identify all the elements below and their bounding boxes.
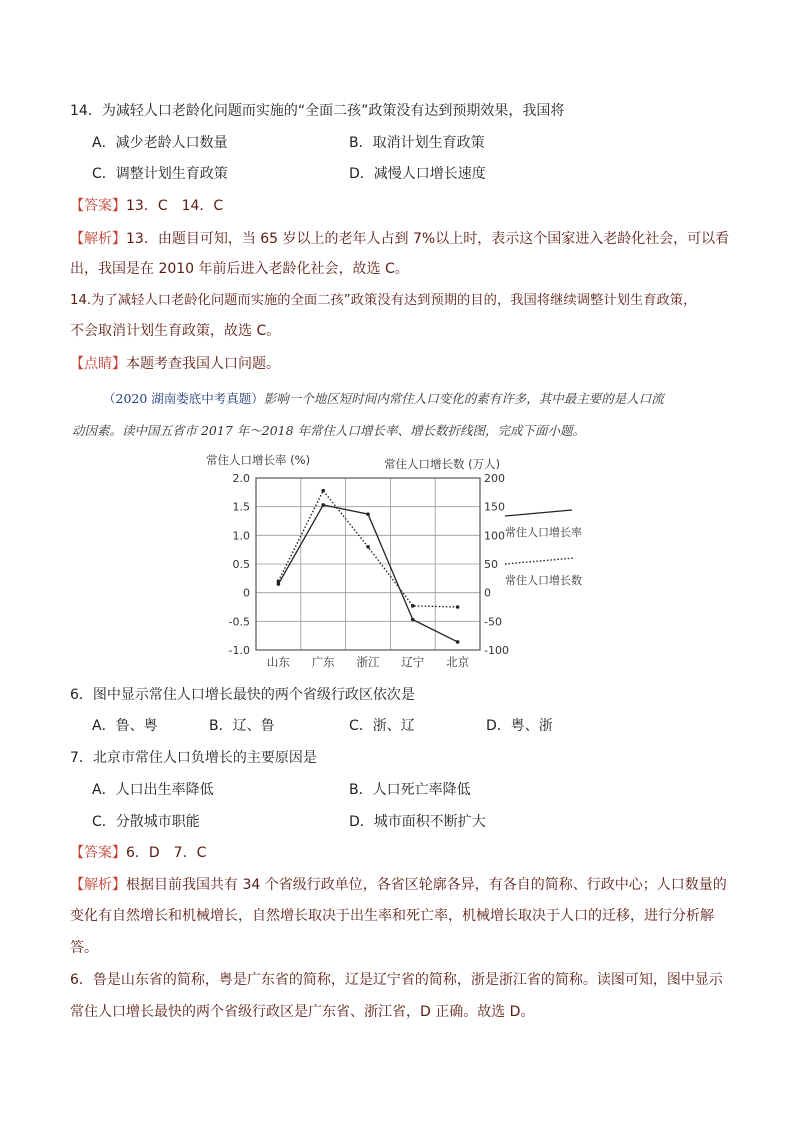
chart-left-tick-label: -0.5 bbox=[228, 615, 250, 629]
chart-right-tick-label: 0 bbox=[484, 586, 491, 600]
chart-left-tick-label: -1.0 bbox=[228, 644, 250, 657]
intro-line-2: 动因素。读中国五省市 2017 年～2018 年常住人口增长率、增长数折线图，完成下面小题。 bbox=[72, 423, 586, 438]
q6-option-b: B．辽、鲁 bbox=[209, 718, 275, 734]
chart-data-point bbox=[321, 489, 325, 493]
chart-left-tick-label: 1.5 bbox=[232, 500, 250, 514]
intro-line-1 bbox=[103, 389, 664, 409]
chart-right-tick-label: 200 bbox=[484, 472, 505, 485]
answer-tag: 【答案】 bbox=[70, 198, 126, 214]
q14-option-d: D．减慢人口增长速度 bbox=[349, 166, 486, 182]
analysis-tag-2: 【解析】 bbox=[70, 877, 126, 893]
chart-right-tick-label: 50 bbox=[484, 558, 498, 571]
q14-option-b: B．取消计划生育政策 bbox=[349, 135, 485, 151]
analysis-1-text-1: 13．由题目可知，当 65 岁以上的老年人占到 7%以上时，表示这个国家进入老龄化社会，可以看 bbox=[126, 231, 730, 247]
q7-option-a: A．人口出生率降低 bbox=[92, 782, 214, 798]
q6-option-c: C．浙、辽 bbox=[349, 718, 415, 734]
q6-option-d: D．粤、浙 bbox=[486, 718, 553, 734]
chart-left-tick-label: 1.0 bbox=[232, 529, 250, 543]
population-line-chart bbox=[200, 448, 610, 680]
analysis-2-line-2: 变化有自然增长和机械增长，自然增长取决于出生率和死亡率，机械增长取决于人口的迁移，进行分析解 bbox=[70, 908, 714, 924]
chart-right-axis-title: 常住人口增长数 (万人) bbox=[384, 457, 501, 471]
chart-legend-line-dotted bbox=[505, 558, 574, 564]
chart-data-point bbox=[411, 604, 415, 608]
q14-option-c: C．调整计划生育政策 bbox=[92, 166, 228, 182]
chart-series-line-growth-number bbox=[278, 491, 457, 607]
answer-block-1 bbox=[70, 196, 223, 216]
q7-option-c: C．分散城市职能 bbox=[92, 814, 200, 830]
chart-right-tick-label: -50 bbox=[484, 615, 502, 629]
q14-option-a: A．减少老龄人口数量 bbox=[92, 135, 228, 151]
analysis-2-line-3: 答。 bbox=[70, 940, 98, 956]
chart-right-tick-label: 150 bbox=[484, 500, 505, 514]
chart-category-label: 北京 bbox=[446, 655, 470, 669]
chart-left-axis-title: 常住人口增长率 (%) bbox=[206, 453, 311, 467]
chart-left-tick-label: 0 bbox=[243, 586, 250, 600]
chart-category-label: 辽宁 bbox=[401, 655, 425, 669]
analysis-2-line-5: 常住人口增长最快的两个省级行政区是广东省、浙江省，D 正确。故选 D。 bbox=[70, 1004, 535, 1020]
point-tag: 【点睛】 bbox=[70, 356, 126, 372]
point-block bbox=[70, 354, 280, 374]
analysis-1-line-4: 不会取消计划生育政策，故选 C。 bbox=[70, 323, 281, 339]
chart-data-point bbox=[456, 605, 460, 609]
question-6-stem: 6．图中显示常住人口增长最快的两个省级行政区依次是 bbox=[70, 687, 415, 703]
question-7-stem: 7．北京市常住人口负增长的主要原因是 bbox=[70, 750, 317, 766]
q7-option-d: D．城市面积不断扩大 bbox=[349, 814, 486, 830]
chart-data-point bbox=[321, 503, 325, 507]
answer-tag-2: 【答案】 bbox=[70, 845, 126, 861]
chart-category-label: 广东 bbox=[311, 655, 335, 669]
chart-data-point bbox=[366, 545, 370, 549]
analysis-2-line-4: 6．鲁是山东省的简称，粤是广东省的简称，辽是辽宁省的简称，浙是浙江省的简称。读图可知，图中显示 bbox=[70, 972, 723, 988]
chart-category-label: 山东 bbox=[266, 655, 290, 669]
chart-legend-label-number: 常住人口增长数 bbox=[505, 574, 582, 587]
q6-option-a: A．鲁、粤 bbox=[92, 718, 158, 734]
chart-data-point bbox=[277, 579, 281, 583]
chart-legend-line-solid bbox=[505, 510, 572, 516]
intro-text-1: 影响一个地区短时间内常住人口变化的素有许多，其中最主要的是人口流 bbox=[263, 391, 664, 406]
question-14-stem: 14．为减轻人口老龄化问题而实施的“全面二孩”政策没有达到预期效果，我国将 bbox=[70, 103, 565, 119]
analysis-1-line-3: 14.为了减轻人口老龄化问题而实施的全面二孩”政策没有达到预期的目的，我国将继续调整计划生育政策， bbox=[70, 293, 697, 308]
answer-block-2 bbox=[70, 843, 206, 863]
chart-right-tick-label: 100 bbox=[484, 529, 505, 543]
analysis-2-line-1 bbox=[70, 875, 727, 895]
analysis-tag: 【解析】 bbox=[70, 231, 126, 247]
answer-text: 13．C 14．C bbox=[126, 198, 224, 214]
chart-left-tick-label: 2.0 bbox=[232, 472, 250, 485]
chart-data-point bbox=[366, 512, 370, 516]
chart-legend-label-rate: 常住人口增长率 bbox=[505, 526, 582, 539]
chart-left-tick-label: 0.5 bbox=[232, 558, 250, 571]
point-text: 本题考查我国人口问题。 bbox=[126, 356, 280, 372]
intro-source: （2020 湖南娄底中考真题） bbox=[103, 391, 264, 406]
analysis-1-line-2: 出，我国是在 2010 年前后进入老龄化社会，故选 C。 bbox=[70, 261, 409, 277]
chart-data-point bbox=[411, 618, 415, 622]
chart-right-tick-label: -100 bbox=[484, 644, 509, 657]
chart-category-label: 浙江 bbox=[356, 655, 380, 669]
answer-text-2: 6．D 7．C bbox=[126, 845, 207, 861]
q7-option-b: B．人口死亡率降低 bbox=[349, 782, 471, 798]
analysis-1-line-1 bbox=[70, 229, 729, 249]
chart-data-point bbox=[456, 640, 460, 644]
analysis-2-text-1: 根据目前我国共有 34 个省级行政单位，各省区轮廓各异，有各自的简称、行政中心；人口数量的 bbox=[126, 877, 727, 893]
